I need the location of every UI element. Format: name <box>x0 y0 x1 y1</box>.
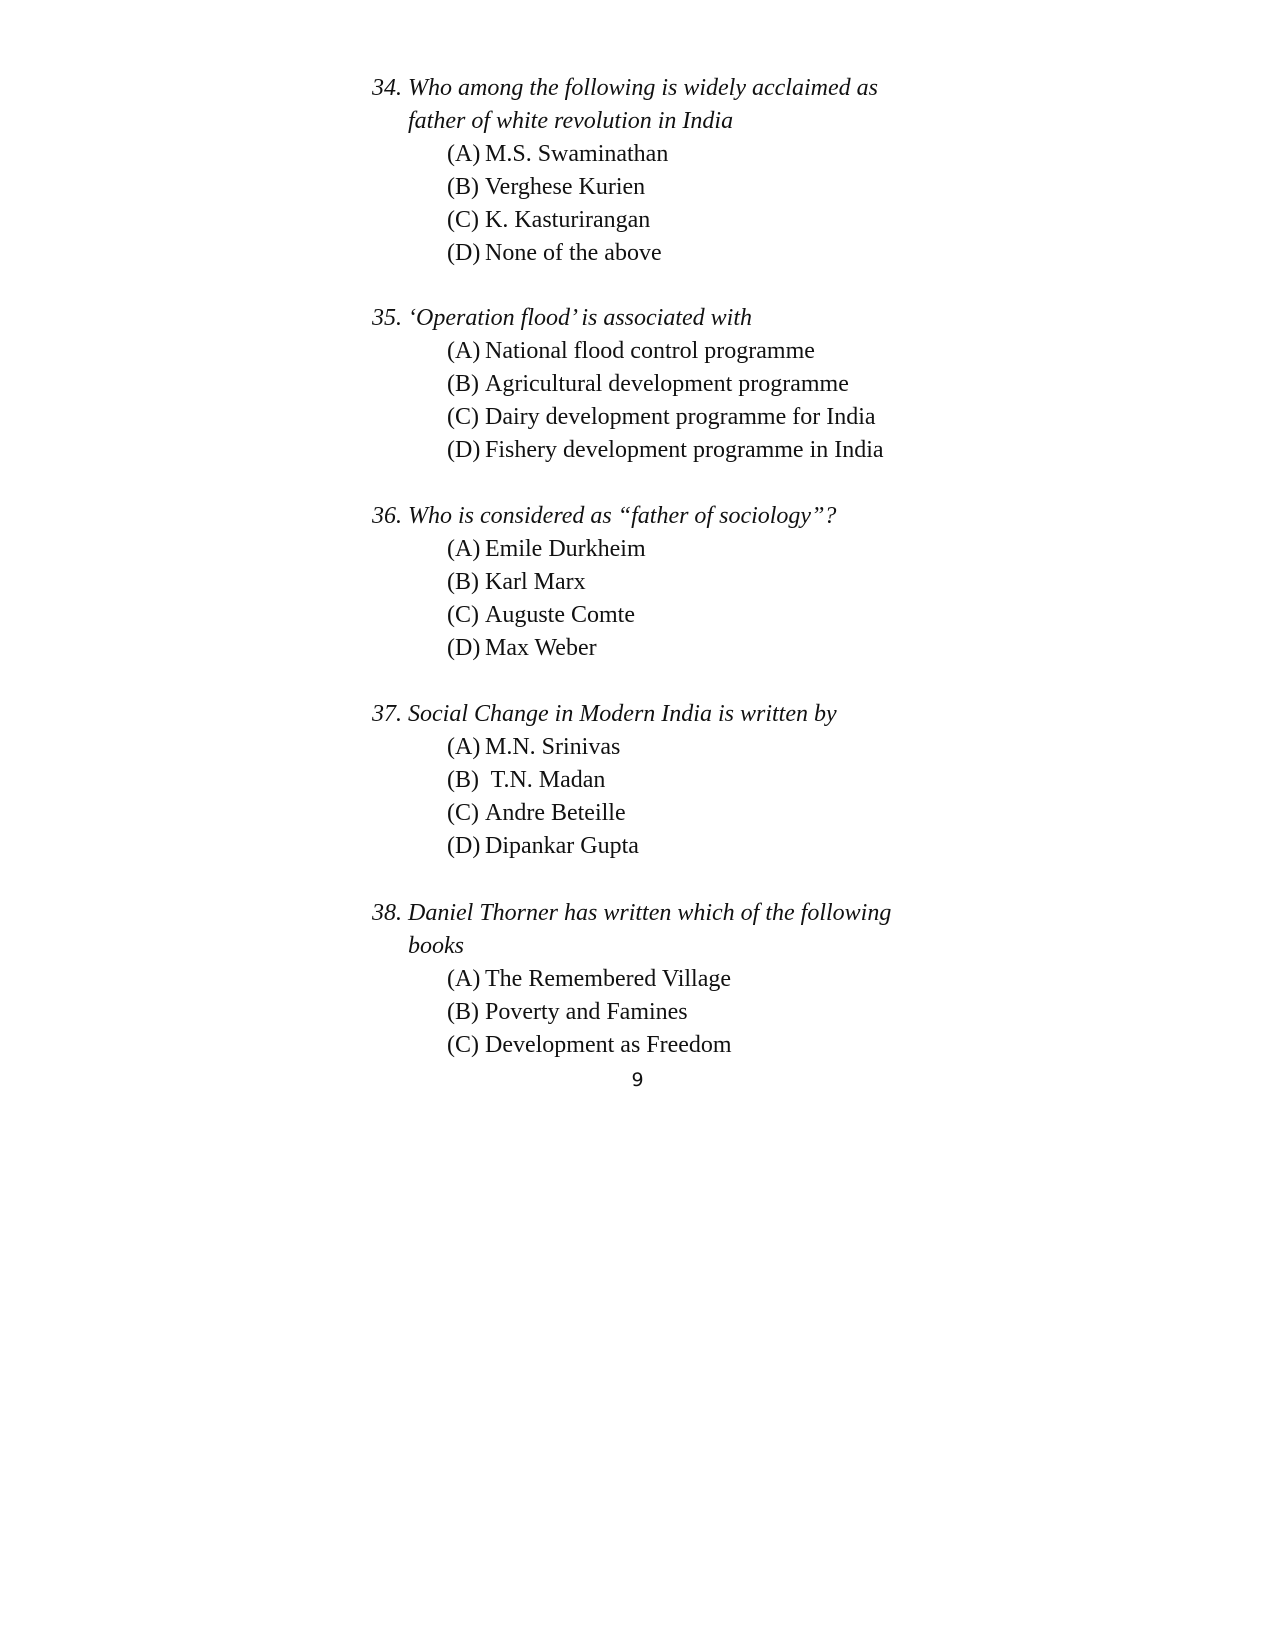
option-a <box>447 138 932 171</box>
options-list <box>372 963 932 1062</box>
option-text: Agricultural development programme <box>485 371 849 397</box>
question-text: Who among the following is widely acclaimed as father of white revolution in India <box>408 75 878 134</box>
question-stem <box>372 897 932 963</box>
option-text: M.S. Swaminathan <box>485 141 669 167</box>
question-38 <box>372 897 932 1062</box>
option-letter: (D) <box>447 437 481 463</box>
option-c <box>447 797 932 830</box>
question-37 <box>372 698 932 863</box>
question-number: 37. <box>372 701 402 727</box>
option-letter: (B) <box>447 371 479 397</box>
option-a <box>447 731 932 764</box>
option-letter: (A) <box>447 141 481 167</box>
option-letter: (C) <box>447 800 479 826</box>
option-c <box>447 401 932 434</box>
option-text: Verghese Kurien <box>485 174 646 200</box>
option-letter: (D) <box>447 240 481 266</box>
option-letter: (A) <box>447 734 481 760</box>
option-d <box>447 237 932 270</box>
option-b <box>447 171 932 204</box>
option-b <box>447 368 932 401</box>
option-a <box>447 533 932 566</box>
option-text: Karl Marx <box>485 569 586 595</box>
option-letter: (D) <box>447 635 481 661</box>
option-c <box>447 204 932 237</box>
option-c <box>447 599 932 632</box>
question-stem <box>372 500 932 533</box>
question-text: Who is considered as “father of sociology”? <box>408 503 837 529</box>
option-d <box>447 632 932 665</box>
option-text: Development as Freedom <box>485 1032 732 1058</box>
options-list <box>372 533 932 665</box>
option-letter: (A) <box>447 338 481 364</box>
option-text: None of the above <box>485 240 662 266</box>
option-letter: (A) <box>447 966 481 992</box>
question-number: 34. <box>372 75 402 101</box>
option-b <box>447 764 932 797</box>
option-text: K. Kasturirangan <box>485 207 651 233</box>
question-35 <box>372 302 932 467</box>
question-text: ‘Operation flood’ is associated with <box>408 305 752 331</box>
option-text: Auguste Comte <box>485 602 635 628</box>
question-text: Social Change in Modern India is written by <box>408 701 837 727</box>
option-d <box>447 830 932 863</box>
option-text: Andre Beteille <box>485 800 626 826</box>
option-text: T.N. Madan <box>485 767 606 793</box>
question-number: 36. <box>372 503 402 529</box>
options-list <box>372 335 932 467</box>
question-stem <box>372 72 932 138</box>
option-text: Dipankar Gupta <box>485 833 639 859</box>
option-letter: (D) <box>447 833 481 859</box>
option-letter: (B) <box>447 999 479 1025</box>
option-text: Fishery development programme in India <box>485 437 884 463</box>
question-stem <box>372 302 932 335</box>
option-text: M.N. Srinivas <box>485 734 621 760</box>
question-34 <box>372 72 932 270</box>
option-text: Dairy development programme for India <box>485 404 876 430</box>
option-d <box>447 434 932 467</box>
option-c <box>447 1029 932 1062</box>
question-stem <box>372 698 932 731</box>
option-text: National flood control programme <box>485 338 815 364</box>
option-b <box>447 566 932 599</box>
option-letter: (C) <box>447 207 479 233</box>
option-text: Poverty and Famines <box>485 999 688 1025</box>
question-number: 38. <box>372 900 402 926</box>
question-number: 35. <box>372 305 402 331</box>
option-text: Emile Durkheim <box>485 536 646 562</box>
option-text: Max Weber <box>485 635 597 661</box>
question-text: Daniel Thorner has written which of the following books <box>408 900 892 959</box>
option-b <box>447 996 932 1029</box>
option-letter: (B) <box>447 569 479 595</box>
option-a <box>447 335 932 368</box>
option-a <box>447 963 932 996</box>
page-number: 9 <box>631 1069 644 1091</box>
option-text: The Remembered Village <box>485 966 732 992</box>
option-letter: (B) <box>447 767 479 793</box>
options-list <box>372 138 932 270</box>
question-36 <box>372 500 932 665</box>
options-list <box>372 731 932 863</box>
option-letter: (C) <box>447 404 479 430</box>
option-letter: (C) <box>447 1032 479 1058</box>
option-letter: (A) <box>447 536 481 562</box>
option-letter: (B) <box>447 174 479 200</box>
option-letter: (C) <box>447 602 479 628</box>
